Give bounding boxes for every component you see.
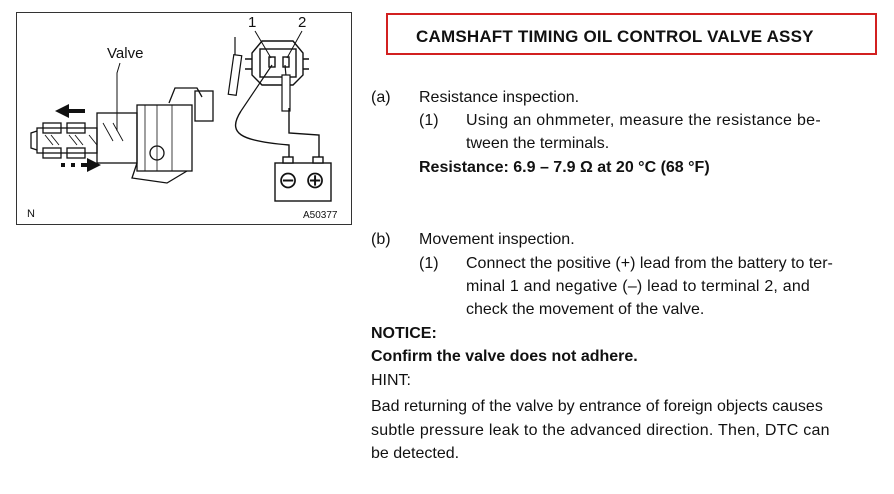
lead-wire-positive (289, 108, 319, 163)
section-a-heading: Resistance inspection. (419, 89, 580, 106)
section-b-step-marker: (1) (419, 255, 439, 272)
section-a-step-line2: tween the terminals. (466, 135, 610, 152)
section-a-step-marker: (1) (419, 112, 439, 129)
connector (245, 41, 309, 85)
section-b-heading: Movement inspection. (419, 231, 575, 248)
valve-illustration (16, 12, 352, 225)
section-b-step-line1: Connect the positive (+) lead from the battery to ter- (466, 255, 833, 272)
section-b-step-line2: minal 1 and negative (–) lead to terminal 2, and (466, 278, 811, 295)
figure-code: A50377 (303, 210, 338, 221)
hint-line2: subtle pressure leak to the advanced direction. Then, DTC can (371, 422, 830, 439)
section-a-marker: (a) (371, 89, 391, 106)
section-b-step-line3: check the movement of the valve. (466, 301, 705, 318)
terminal-2-label: 2 (298, 14, 307, 31)
battery-negative-icon: ⊖ (278, 167, 299, 194)
section-b-marker: (b) (371, 231, 391, 248)
hint-label: HINT: (371, 372, 411, 389)
valve-label: Valve (107, 45, 144, 62)
notice-label: NOTICE: (371, 325, 437, 342)
oil-control-valve (31, 88, 213, 183)
resistance-spec: Resistance: 6.9 – 7.9 Ω at 20 °C (68 °F) (419, 159, 710, 176)
section-a-step-line1: Using an ohmmeter, measure the resistance be- (466, 112, 821, 129)
notice-text: Confirm the valve does not adhere. (371, 348, 638, 365)
hint-line1: Bad returning of the valve by entrance of foreign objects causes (371, 398, 823, 415)
valve-drawing (17, 13, 353, 226)
title-box (386, 13, 877, 55)
lead-wire-negative (236, 111, 289, 163)
page-title: CAMSHAFT TIMING OIL CONTROL VALVE ASSY (416, 27, 814, 46)
corner-label: N (27, 208, 35, 220)
valve-leader (117, 63, 120, 131)
terminal-1-label: 1 (248, 14, 257, 31)
hint-line3: be detected. (371, 445, 460, 462)
battery-positive-icon: ⊕ (305, 167, 326, 194)
